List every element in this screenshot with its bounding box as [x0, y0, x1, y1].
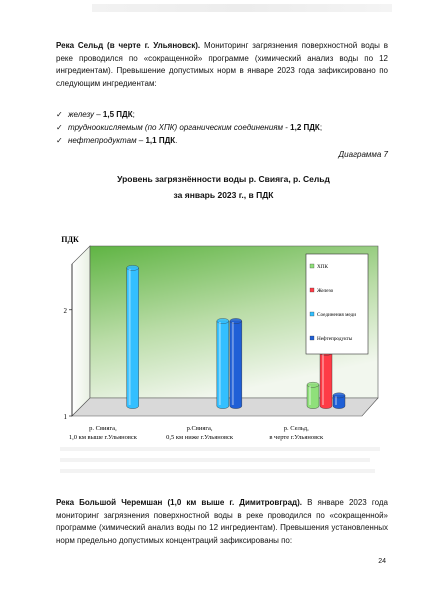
bar-top — [127, 265, 139, 270]
x-category-label: р.Свияга, — [186, 425, 213, 432]
legend-label: Нефтепродукты — [317, 336, 353, 342]
list-item-sep: - — [283, 123, 291, 132]
x-category-label: 0,5 км ниже г.Ульяновск — [166, 434, 234, 441]
chart-side-wall — [72, 246, 90, 416]
list-item-name: нефтепродуктам — [68, 136, 137, 145]
legend-swatch — [310, 264, 314, 268]
list-item — [56, 134, 356, 147]
bar-highlight — [335, 396, 337, 405]
legend-swatch — [310, 336, 314, 340]
chart — [56, 166, 391, 448]
bottom-paragraph — [56, 497, 388, 547]
list-item-name: трудноокисляемым (по ХПК) органическим соединениям — [68, 123, 284, 132]
bar-highlight — [232, 322, 234, 405]
y-tick-label: 1 — [63, 413, 67, 421]
bar-highlight — [219, 322, 221, 405]
check-icon: ✓ — [56, 136, 63, 145]
bar — [320, 350, 332, 408]
exceedance-list — [56, 108, 356, 147]
legend-swatch — [310, 288, 314, 292]
bar-body — [307, 385, 319, 409]
legend-swatch — [310, 312, 314, 316]
bar-highlight — [129, 269, 131, 405]
legend-label: Железо — [317, 288, 334, 294]
bar — [127, 265, 139, 408]
bar-body — [320, 353, 332, 409]
list-item-value: 1,2 ПДК — [290, 123, 320, 132]
bar-highlight — [309, 386, 311, 405]
bar — [307, 382, 319, 408]
bar — [333, 393, 345, 409]
intro-paragraph — [56, 40, 388, 90]
bar-highlight — [322, 354, 324, 405]
page-number: 24 — [378, 558, 386, 565]
list-item-end: . — [175, 136, 178, 145]
faded-header-text — [92, 4, 392, 12]
check-icon: ✓ — [56, 123, 63, 132]
list-item-end: ; — [132, 110, 135, 119]
intro-text: Мониторинг загрязнения поверхностной воды в реке проводился по «сокращенной» программе (химический анализ воды по 12 ингредиентам). Превышение допустимых норм в январе 2023 года зафиксировано по следующим ингредиентам: — [56, 41, 389, 88]
river-bolshoy-cheremshan-heading: Река Большой Черемшан (1,0 км выше г. Димитровград). — [56, 498, 302, 507]
x-category-label: р. Сельд, — [283, 425, 309, 432]
list-item-value: 1,5 ПДК — [102, 110, 133, 119]
chart-title: Уровень загрязнённости воды р. Свияга, р. Сельд — [117, 174, 330, 184]
list-item-sep: – — [136, 136, 146, 145]
bar — [230, 318, 242, 408]
chart-subtitle: за январь 2023 г., в ПДК — [173, 190, 274, 200]
list-item-sep: – — [94, 110, 103, 119]
list-item-name: железу — [68, 110, 95, 119]
bar — [217, 318, 229, 408]
river-seld-heading: Река Сельд (в черте г. Ульяновск). — [56, 41, 201, 50]
y-tick-label: 2 — [63, 306, 67, 315]
bar-top — [333, 393, 345, 398]
x-category-label: в черте г.Ульяновск — [269, 434, 324, 441]
legend-label: ХПК — [317, 264, 328, 270]
x-category-label: р. Свияга, — [89, 425, 117, 432]
bar-body — [230, 321, 242, 409]
list-item-end: ; — [319, 123, 323, 132]
list-item — [56, 121, 356, 134]
bleed-through-line — [60, 469, 375, 473]
check-icon: ✓ — [56, 110, 63, 119]
list-item-value: 1,1 ПДК — [145, 136, 176, 145]
bar-top — [307, 382, 319, 387]
bleed-through-line — [60, 458, 370, 462]
y-axis-label: ПДК — [61, 235, 79, 244]
diagram-label: Диаграмма 7 — [338, 150, 388, 159]
bottom-text: В январе 2023 года мониторинг загрязнения поверхностной воды в реке проводился по «сокращенной» программе (химический анализ воды по 12 ингредиентам). Превышения установленных норм предельно допустимых концентраций зафиксированы по: — [56, 498, 388, 545]
legend-label: Соединения меди — [317, 312, 357, 318]
bleed-through-line — [60, 447, 380, 451]
bar-top — [217, 318, 229, 323]
bar-body — [217, 321, 229, 409]
bar-top — [230, 318, 242, 323]
x-category-label: 1,0 км выше г.Ульяновск — [68, 434, 137, 441]
list-item — [56, 108, 356, 121]
bar-body — [127, 268, 139, 409]
